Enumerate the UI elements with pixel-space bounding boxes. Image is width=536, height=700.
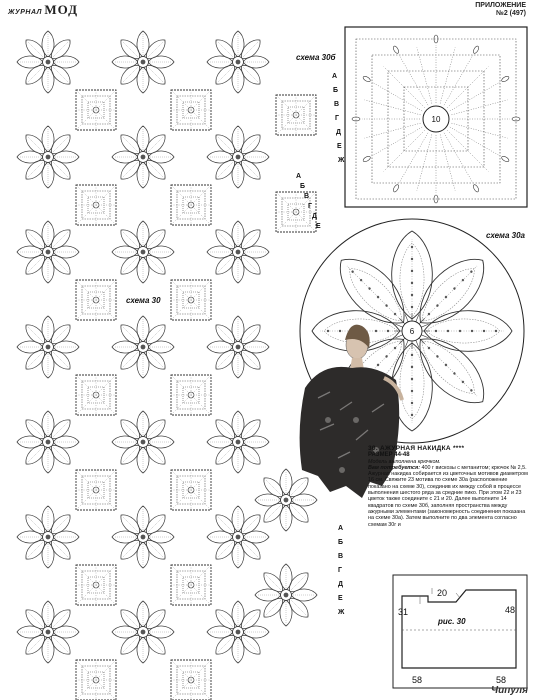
row-letter: В [334, 101, 340, 108]
materials-text: 400 г вискозы с метанитом; крючок № 2,5. [421, 464, 527, 471]
square-center-number: 10 [431, 115, 441, 124]
article-title: 30. АЖУРНАЯ НАКИДКА [368, 445, 451, 452]
pattern-label: рис. 30 [438, 617, 466, 626]
row-letters-bottom [337, 525, 345, 616]
motif-layout-chart [17, 31, 317, 700]
magazine-logo: МОД [44, 2, 79, 17]
square-motif-diagram [345, 27, 527, 207]
row-letter: Ж [338, 609, 345, 616]
row-letter: Б [300, 183, 306, 190]
dimension-20: 20 [437, 588, 448, 598]
row-letter: Г [308, 203, 312, 210]
row-letter: Д [336, 129, 341, 136]
article-text [368, 446, 528, 528]
main-chart-label: схема 30 [126, 296, 161, 305]
model-note: Модель выполнена крючком. [368, 458, 441, 465]
dimension-58-right: 58 [496, 675, 507, 685]
article-body: Ажурная накидка собирается из цветочных мотивов диаметром 16 см. Свяжите 23 мотива по схеме 30а (расположение показано на схеме 30), соединив их между собой в процессе выполнения шестого ряда за средние пико. При этом 22 и 23 цветок также соедините с 21 и 20. Далее выполните 14 квадратов по схеме 30б, заполняя пространства между ажурными элементами (закономерность соединения показана на схеме 30а). Затем выполните по два элемента согласно схемам 30г и [368, 471, 528, 528]
magazine-prefix: ЖУРНАЛ [8, 9, 42, 16]
row-letters-top [332, 73, 345, 164]
row-letter: А [338, 525, 344, 532]
row-letter: В [338, 553, 344, 560]
row-letter: Г [338, 567, 342, 574]
row-letter: Б [338, 539, 344, 546]
row-letter: А [332, 73, 338, 80]
row-letter: Д [312, 213, 317, 220]
watermark: Чипуля [491, 685, 528, 696]
supplement-label: ПРИЛОЖЕНИЕ [475, 2, 526, 9]
flower-center-number: 6 [409, 327, 415, 336]
dimension-31: 31 [398, 607, 409, 617]
row-letter: А [296, 173, 302, 180]
materials-label: Вам потребуется: [368, 464, 421, 471]
square-chart-ref-label: схема 30б [296, 53, 336, 62]
row-letter: Е [316, 223, 321, 230]
row-letter: Ж [338, 157, 345, 164]
issue-number: №2 (497) [496, 10, 526, 17]
row-letter: Д [338, 581, 343, 588]
row-letter: Б [333, 87, 339, 94]
dimension-58-left: 58 [412, 675, 423, 685]
row-letter: В [304, 193, 310, 200]
row-letter: Е [337, 143, 342, 150]
row-letter: Г [335, 115, 339, 122]
dimension-48: 48 [505, 605, 516, 615]
article-size: РАЗМЕР 44-48 [368, 452, 410, 459]
flower-chart-label: схема 30а [486, 231, 525, 240]
garment-pattern-figure [393, 575, 527, 688]
difficulty-stars: **** [452, 445, 465, 452]
row-letter: Е [338, 595, 343, 602]
